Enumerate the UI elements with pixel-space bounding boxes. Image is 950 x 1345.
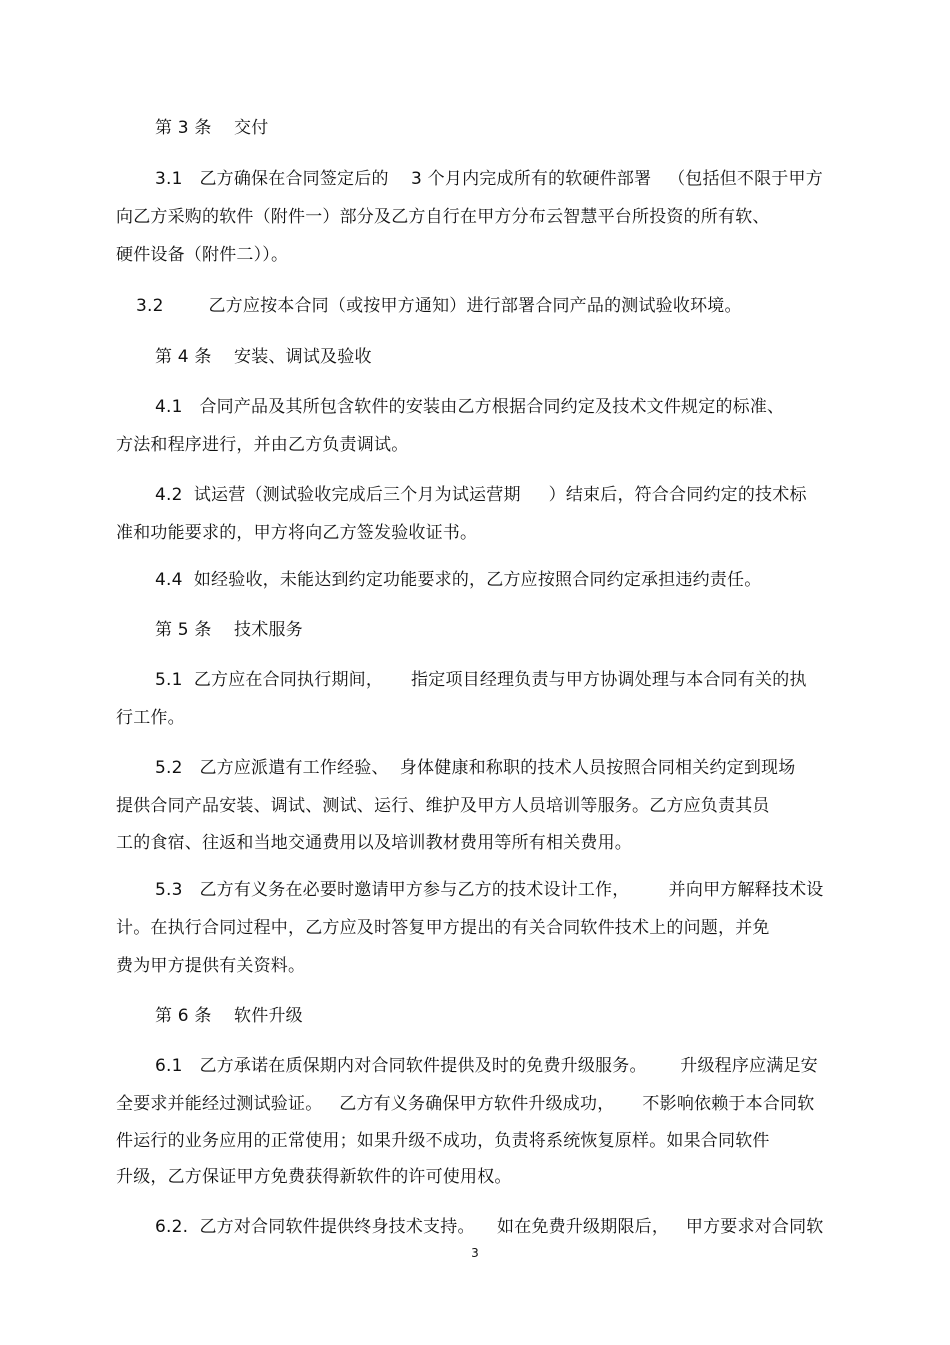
clause-6-2-line-1: 6.2. 乙方对合同软件提供终身技术支持。 如在免费升级期限后， 甲方要求对合同软: [155, 1217, 824, 1237]
clause-5-2-line-2: 提供合同产品安装、调试、测试、运行、维护及甲方人员培训等服务。乙方应负责其员: [116, 796, 770, 816]
clause-5-1-line-2: 行工作。: [116, 708, 185, 728]
clause-3-2-line-1: 3.2 乙方应按本合同（或按甲方通知）进行部署合同产品的测试验收环境。: [136, 296, 742, 316]
clause-6-1-line-2: 全要求并能经过测试验证。 乙方有义务确保甲方软件升级成功， 不影响依赖于本合同软: [116, 1094, 815, 1114]
clause-4-2-line-1: 4.2 试运营（测试验收完成后三个月为试运营期 ）结束后，符合合同约定的技术标: [155, 485, 807, 505]
clause-4-1-line-2: 方法和程序进行，并由乙方负责调试。: [116, 435, 409, 455]
clause-4-1-line-1: 4.1 合同产品及其所包含软件的安装由乙方根据合同约定及技术文件规定的标准、: [155, 397, 785, 417]
clause-5-2-line-3: 工的食宿、往返和当地交通费用以及培训教材费用等所有相关费用。: [116, 833, 632, 853]
clause-4-4-line-1: 4.4 如经验收，未能达到约定功能要求的，乙方应按照合同约定承担违约责任。: [155, 570, 762, 590]
clause-3-1-line-2: 向乙方采购的软件（附件一）部分及乙方自行在甲方分布云智慧平台所投资的所有软、: [116, 207, 770, 227]
article-6-heading: 第 6 条 软件升级: [155, 1006, 303, 1026]
clause-5-3-line-2: 计。在执行合同过程中，乙方应及时答复甲方提出的有关合同软件技术上的问题，并免: [116, 918, 770, 938]
clause-3-1-line-3: 硬件设备（附件二））。: [116, 245, 289, 265]
clause-6-1-line-3: 件运行的业务应用的正常使用；如果升级不成功，负责将系统恢复原样。如果合同软件: [116, 1131, 770, 1151]
clause-3-1-line-1: 3.1 乙方确保在合同签定后的 3 个月内完成所有的软硬件部署 （包括但不限于甲方: [155, 169, 823, 189]
clause-6-1-line-4: 升级，乙方保证甲方免费获得新软件的许可使用权。: [116, 1167, 512, 1187]
page-number: 3: [471, 1246, 479, 1260]
clause-5-3-line-1: 5.3 乙方有义务在必要时邀请甲方参与乙方的技术设计工作， 并向甲方解释技术设: [155, 880, 824, 900]
article-5-heading: 第 5 条 技术服务: [155, 620, 303, 640]
clause-6-1-line-1: 6.1 乙方承诺在质保期内对合同软件提供及时的免费升级服务。 升级程序应满足安: [155, 1056, 818, 1076]
article-3-heading: 第 3 条 交付: [155, 118, 269, 138]
clause-5-3-line-3: 费为甲方提供有关资料。: [116, 956, 306, 976]
clause-4-2-line-2: 准和功能要求的，甲方将向乙方签发验收证书。: [116, 523, 478, 543]
clause-5-1-line-1: 5.1 乙方应在合同执行期间， 指定项目经理负责与甲方协调处理与本合同有关的执: [155, 670, 807, 690]
clause-5-2-line-1: 5.2 乙方应派遣有工作经验、 身体健康和称职的技术人员按照合同相关约定到现场: [155, 758, 796, 778]
article-4-heading: 第 4 条 安装、调试及验收: [155, 347, 372, 367]
